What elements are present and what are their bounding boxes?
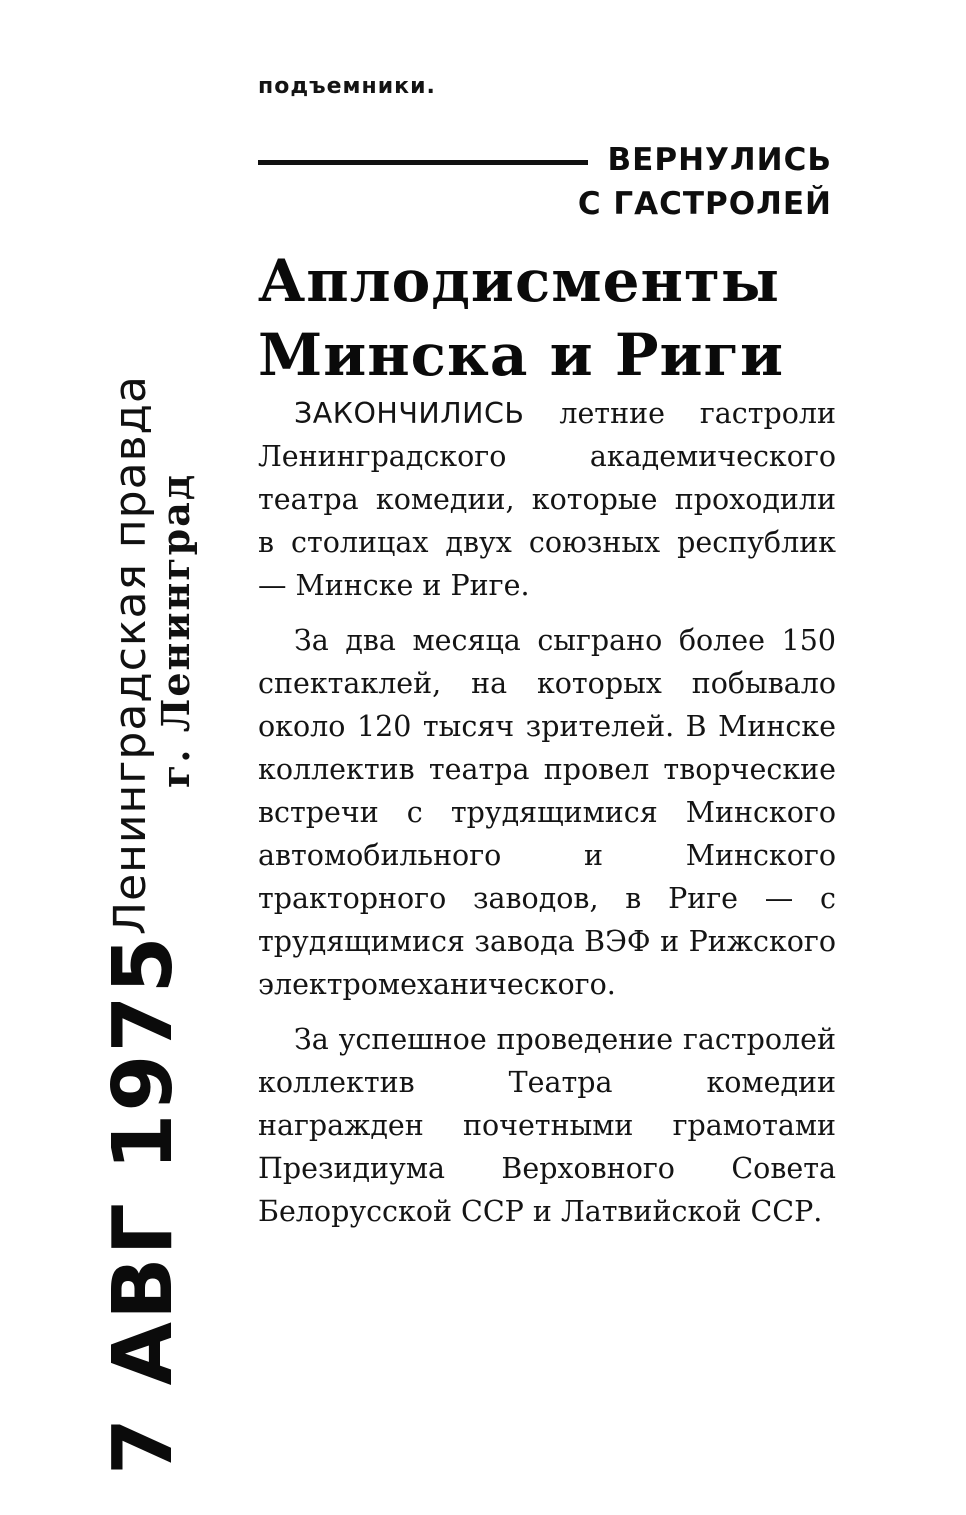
stamp-date: 7 АВГ 1975 [96, 934, 191, 1475]
rubric-line-1: ВЕРНУЛИСЬ [607, 142, 832, 178]
rubric-rule [258, 160, 588, 165]
article-headline [258, 244, 836, 392]
paragraph-3 [258, 1018, 836, 1233]
paragraph-1 [258, 392, 836, 607]
previous-article-tail: подъемники. [258, 74, 436, 99]
paragraph-lead-word: ЗАКОНЧИЛИСЬ [294, 397, 525, 430]
rubric [258, 142, 836, 182]
article-body [258, 392, 836, 1245]
headline-line-2: Минска и Риги [258, 321, 785, 389]
stamp-city: г. Ленинград [153, 472, 198, 788]
archive-stamp [0, 0, 240, 1515]
paragraph-2-text: За два месяца сыграно более 150 спектаклей, на которых побывало около 120 тысяч зрителей. В Минске коллектив театра провел творческие встречи с трудящимися Минского автомобильного и Минского тракторного заводов, в Риге — с трудящимися завода ВЭФ и Рижского электромеханического. [258, 624, 836, 1001]
paragraph-1-text: летние гастроли Ленинградского академического театра комедии, которые проходили в столицах двух союзных республик — Минске и Риге. [258, 397, 836, 602]
paragraph-3-text: За успешное проведение гастролей коллектив Театра комедии награжден почетными грамотами Президиума Верховного Совета Белорусской ССР и Латвийской ССР. [258, 1023, 836, 1228]
headline-line-1: Аплодисменты [258, 247, 781, 315]
paragraph-2 [258, 619, 836, 1006]
rubric-line-2: С ГАСТРОЛЕЙ [577, 186, 832, 222]
stamp-newspaper-name: Ленинградская правда [105, 375, 156, 935]
